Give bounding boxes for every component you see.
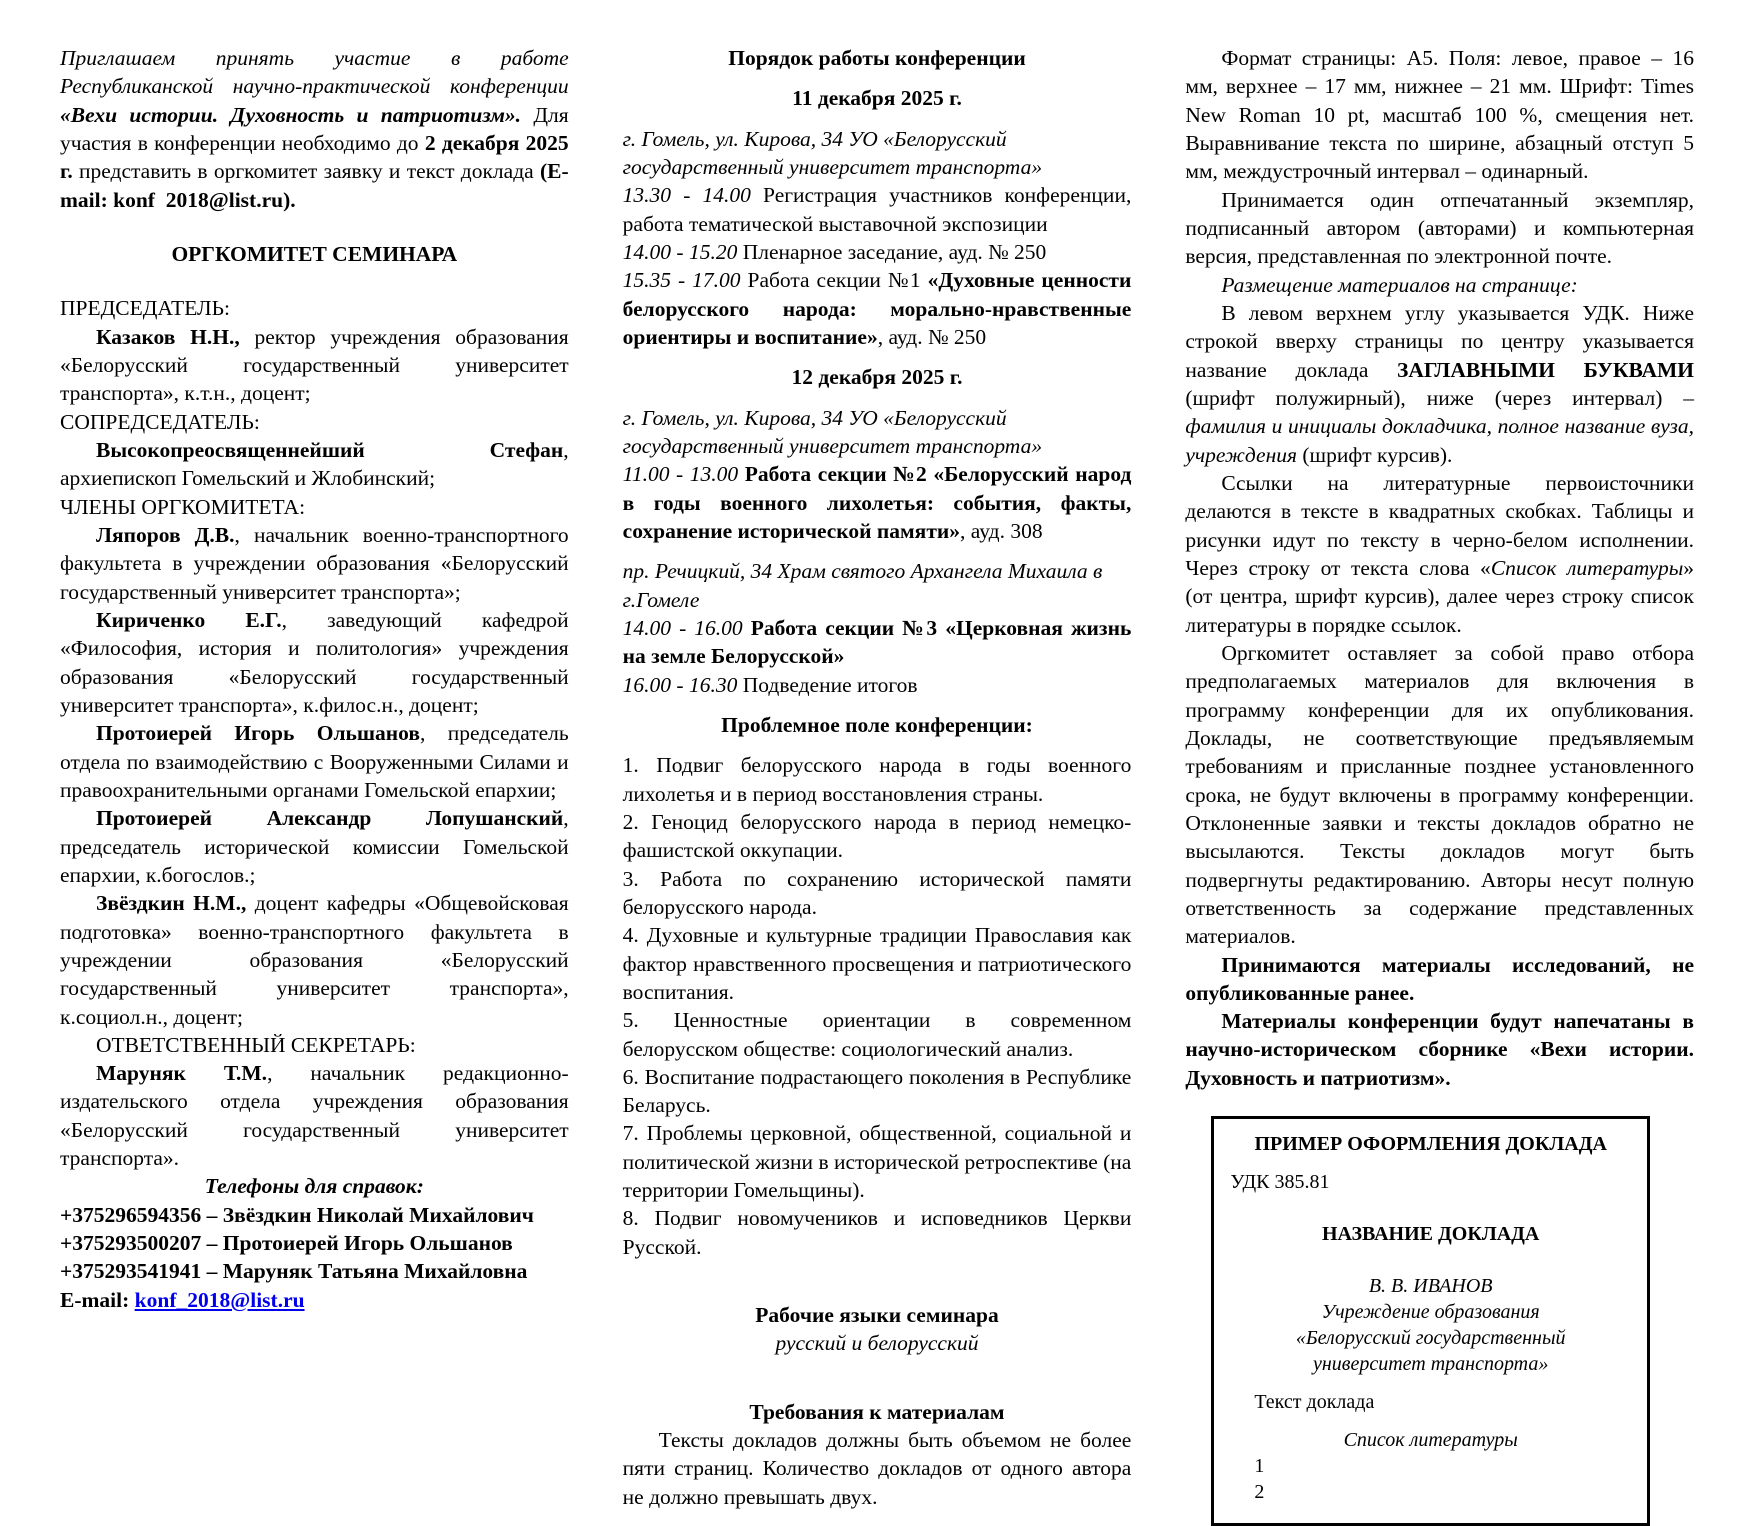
text-run: +375293500207 – Протоиерей Игорь Ольшанов <box>60 1231 513 1256</box>
text-run: Приглашаем принять участие в работе Республиканской научно-практической конференции <box>60 46 569 99</box>
paragraph <box>60 521 569 606</box>
paragraph <box>60 44 569 214</box>
text-run: представить в оргкомитет заявку и текст доклада <box>72 159 540 184</box>
text-run: В. В. ИВАНОВ <box>1368 1275 1493 1298</box>
text-run: » (от центра, шрифт курсив), далее через строку список литературы в порядке ссылок. <box>1185 555 1695 637</box>
text-run: , архиепископ Гомельский и Жлобинский; <box>60 437 569 491</box>
text-run: Список литературы <box>1490 555 1684 580</box>
email-link[interactable]: konf_2018@list.ru <box>134 1287 305 1312</box>
paragraph <box>60 323 569 408</box>
paragraph <box>623 614 1132 671</box>
text-run: 3. Работа по сохранению исторической памяти белорусского народа. <box>622 866 1132 919</box>
text-run: Казаков Н.Н., <box>96 324 240 349</box>
text-run: 4. Духовные и культурные традиции Православия как фактор нравственного просвещения и патриотического воспитания. <box>622 923 1132 1004</box>
text-run: Ляпоров Д.В. <box>96 522 235 547</box>
text-run: Пленарное заседание, ауд. № 250 <box>742 239 1047 264</box>
text-run: фамилия и инициалы докладчика, полное название вуза, учреждения <box>1185 414 1695 467</box>
paragraph <box>1230 1299 1631 1325</box>
text-run: доцент кафедры «Общевойсковая подготовка» военно-транспортного факультета в учреждении образования «Белорусский государственный университет транспорта», к.социол.н., доцент; <box>60 891 569 1029</box>
text-run: ОРГКОМИТЕТ СЕМИНАРА <box>171 241 458 266</box>
text-run: Порядок работы конференции <box>728 46 1026 70</box>
text-run: , начальник редакционно-издательского отдела учреждения образования «Белорусский государственный университет транспорта». <box>60 1061 569 1171</box>
text-run: Текст доклада <box>1254 1391 1375 1414</box>
text-run: Звёздкин Н.М., <box>96 891 247 916</box>
text-run: Размещение материалов на странице: <box>1221 272 1578 297</box>
text-run: Протоиерей Игорь Ольшанов <box>96 721 421 746</box>
paragraph <box>60 436 569 493</box>
text-run: 14.00 - 15.20 <box>622 239 743 264</box>
topic-item <box>623 1204 1132 1261</box>
text-run: +375296594356 – Звёздкин Николай Михайлович <box>60 1202 534 1227</box>
text-run: 11 декабря 2025 г. <box>792 86 962 111</box>
column-requirements <box>1185 44 1695 1504</box>
text-run: пр. Речицкий, 34 Храм святого Архангела Михаила в г.Гомеле <box>622 559 1103 612</box>
text-run: 1. Подвиг белорусского народа в годы военного лихолетья и в период восстановления страны. <box>622 753 1132 806</box>
text-run: Принимается один отпечатанный экземпляр, подписанный автором (авторами) и компьютерная версия, представленная по электронной почте. <box>1185 187 1695 269</box>
section-heading <box>623 1398 1132 1426</box>
text-run: Принимаются материалы исследований, не опубликованные ранее. <box>1185 952 1695 1005</box>
date-heading <box>623 84 1132 112</box>
text-run: «Духовные ценности белорусского народа: морально-нравственные ориентиры и воспитание» <box>622 268 1132 349</box>
paragraph <box>1230 1479 1631 1505</box>
paragraph <box>1185 639 1694 951</box>
paragraph <box>60 408 569 436</box>
email-line <box>60 1286 569 1314</box>
report-title <box>1230 1221 1631 1247</box>
text-run: 14.00 - 16.00 <box>622 615 751 640</box>
example-box <box>1211 1116 1650 1526</box>
text-run: русский и белорусский <box>775 1331 979 1356</box>
text-run: Требования к материалам <box>749 1399 1005 1424</box>
example-title <box>1230 1131 1631 1157</box>
text-run: Протоиерей Александр Лопушанский <box>96 806 564 831</box>
topic-item <box>623 751 1132 808</box>
text-run: «Белорусский государственный <box>1295 1327 1566 1350</box>
text-run: , начальник военно-транспортного факультета в учреждении образования «Белорусский государственный университет транспорта»; <box>60 522 569 604</box>
text-run: ПРИМЕР ОФОРМЛЕНИЯ ДОКЛАДА <box>1254 1133 1607 1156</box>
text-run: Высокопреосвященнейший Стефан <box>96 437 564 462</box>
section-heading <box>623 44 1132 72</box>
text-run: Подведение итогов <box>742 672 918 697</box>
paragraph <box>60 889 569 1031</box>
paragraph <box>1230 1453 1631 1479</box>
paragraph <box>60 1031 569 1059</box>
venue <box>623 125 1132 182</box>
phone-line <box>60 1201 569 1229</box>
text-run: E-mail: <box>60 1287 135 1312</box>
text-run: СОПРЕДСЕДАТЕЛЬ: <box>60 409 260 434</box>
phones-heading <box>60 1172 569 1200</box>
paragraph <box>1185 951 1694 1008</box>
paragraph <box>1185 186 1694 271</box>
requirements-text <box>1185 44 1694 1092</box>
section-heading <box>60 240 569 268</box>
section-heading <box>623 711 1132 739</box>
phone-line <box>60 1257 569 1285</box>
text-run: Проблемное поле конференции: <box>721 712 1033 737</box>
text-run: , председатель отдела по взаимодействию с Вооруженными Силами и правоохранительными органами Гомельской епархии; <box>60 721 569 802</box>
text-run: 2 декабря 2025 г. <box>60 130 569 184</box>
text-run: «Вехи истории. Духовность и патриотизм». <box>60 102 522 127</box>
text-run: Телефоны для справок: <box>204 1174 424 1199</box>
text-run: , заведующий кафедрой «Философия, история и политология» учреждения образования «Белорусский государственный университет транспорта», к.филос.н., доцент; <box>60 607 569 717</box>
paragraph <box>623 460 1132 545</box>
text-run: , ауд. 308 <box>960 518 1043 543</box>
paragraph <box>60 719 569 804</box>
text-run: Работа секции №2 «Белорусский народ в годы военного лихолетья: события, факты, сохранение исторической памяти» <box>622 462 1132 543</box>
topic-item <box>623 865 1132 922</box>
text-run: г. Гомель, ул. Кирова, 34 УО «Белорусский государственный университет транспорта» <box>622 126 1043 179</box>
paragraph <box>1185 44 1694 186</box>
text-run: Рабочие языки семинара <box>755 1303 999 1328</box>
udc <box>1230 1169 1631 1195</box>
paragraph <box>623 1426 1132 1511</box>
text-run: Регистрация участников конференции, работа тематической выставочной экспозиции <box>622 183 1132 236</box>
text-run: 2 <box>1254 1481 1265 1504</box>
text-run: 13.30 - 14.00 <box>622 183 764 208</box>
text-run: 5. Ценностные ориентации в современном белорусском обществе: социологический анализ. <box>622 1008 1132 1061</box>
text-run: (E-mail: konf 2018@list.ru). <box>60 159 569 212</box>
paragraph <box>60 493 569 521</box>
text-run: Маруняк Т.М. <box>96 1061 268 1086</box>
paragraph <box>1230 1351 1631 1377</box>
topic-item <box>623 1006 1132 1063</box>
paragraph <box>60 804 569 889</box>
text-run: 2. Геноцид белорусского народа в период немецко-фашистской оккупации. <box>622 809 1132 863</box>
column-program <box>622 44 1132 1509</box>
text-run: ОТВЕТСТВЕННЫЙ СЕКРЕТАРЬ: <box>96 1032 416 1057</box>
date-heading <box>623 363 1132 391</box>
text-run: 15.35 - 17.00 <box>622 268 748 293</box>
paragraph <box>623 266 1132 351</box>
column-invitation <box>60 44 569 1312</box>
text-run: 6. Воспитание подрастающего поколения в Республике Беларусь. <box>622 1064 1132 1118</box>
paragraph <box>1185 271 1694 299</box>
author <box>1230 1273 1631 1299</box>
text-run: ректор учреждения образования «Белорусский государственный университет транспорта», к.т.н., доцент; <box>60 324 569 406</box>
venue <box>623 557 1132 614</box>
text-run: Материалы конференции будут напечатаны в научно-историческом сборнике «Вехи истории. Духовность и патриотизм». <box>1185 1009 1695 1090</box>
text-run: , ауд. № 250 <box>877 324 987 349</box>
text-run: (шрифт полужирный), ниже (через интервал) – <box>1185 385 1695 410</box>
paragraph <box>623 1329 1132 1357</box>
topic-item <box>623 921 1132 1006</box>
topic-item <box>623 1063 1132 1120</box>
text-run: г. Гомель, ул. Кирова, 34 УО «Белорусский государственный университет транспорта» <box>622 405 1043 458</box>
text-run: Учреждение образования <box>1321 1301 1540 1324</box>
text-run: 7. Проблемы церковной, общественной, социальной и политической жизни в исторической ретроспективе (на территории Гомельщины). <box>622 1121 1132 1203</box>
text-run: Для участия в конференции необходимо до <box>60 102 569 155</box>
text-run: Список литературы <box>1343 1429 1518 1452</box>
venue <box>623 404 1132 461</box>
text-run: 16.00 - 16.30 <box>622 672 743 697</box>
text-run: , председатель исторической комиссии Гомельской епархии, к.богослов.; <box>60 806 569 887</box>
text-run: Кириченко Е.Г. <box>96 607 282 632</box>
paragraph <box>60 1059 569 1172</box>
paragraph <box>1230 1427 1631 1453</box>
text-run: 11.00 - 13.00 <box>622 462 745 487</box>
text-run: В левом верхнем углу указывается УДК. Ниже строкой вверху страницы по центру указывается название доклада <box>1185 300 1695 382</box>
text-run: университет транспорта» <box>1312 1353 1549 1376</box>
text-run: 1 <box>1254 1455 1265 1478</box>
text-run: ПРЕДСЕДАТЕЛЬ: <box>60 296 230 321</box>
text-run: 12 декабря 2025 г. <box>791 365 963 390</box>
topic-item <box>623 1119 1132 1204</box>
paragraph <box>1185 469 1694 639</box>
text-run: Формат страницы: А5. Поля: левое, правое – 16 мм, верхнее – 17 мм, нижнее – 21 мм. Шрифт: Times New Roman 10 pt, масштаб 100 %, смещения нет. Выравнивание текста по ширине, абзацный отступ 5 мм, междустрочный интервал – одинарный. <box>1185 46 1695 184</box>
paragraph <box>623 238 1132 266</box>
text-run: Тексты докладов должны быть объемом не более пяти страниц. Количество докладов от одного автора не должно превышать двух. <box>622 1428 1132 1509</box>
paragraph <box>60 294 569 322</box>
text-run: Ссылки на литературные первоисточники делаются в тексте в квадратных скобках. Таблицы и рисунки идут по тексту в черно-белом исполнении. Через строку от текста слова « <box>1185 470 1695 580</box>
text-run: НАЗВАНИЕ ДОКЛАДА <box>1321 1223 1540 1246</box>
paragraph <box>1185 299 1694 469</box>
paragraph <box>1230 1325 1631 1351</box>
section-heading <box>623 1301 1132 1329</box>
text-run: Работа секции №3 «Церковная жизнь на земле Белорусской» <box>622 615 1132 669</box>
paragraph <box>1230 1389 1631 1415</box>
text-run: Оргкомитет оставляет за собой право отбора предполагаемых материалов для включения в программу конференции для их опубликования. Доклады, не соответствующие предъявляемым требованиям и присланные позднее установленного срока, не будут включены в программу конференции. Отклоненные заявки и тексты докладов обратно не высылаются. Тексты докладов могут быть подвергнуты редактированию. Авторы несут полную ответственность за содержание представленных материалов. <box>1185 640 1695 949</box>
paragraph <box>1185 1007 1694 1092</box>
paragraph <box>60 606 569 719</box>
text-run: ЧЛЕНЫ ОРГКОМИТЕТА: <box>60 494 306 519</box>
paragraph <box>623 671 1132 699</box>
text-run: Работа секции №1 <box>747 268 928 293</box>
text-run: УДК 385.81 <box>1230 1171 1330 1194</box>
topic-item <box>623 808 1132 865</box>
paragraph <box>623 181 1132 238</box>
text-run: (шрифт курсив). <box>1297 442 1453 467</box>
text-run: ЗАГЛАВНЫМИ БУКВАМИ <box>1396 357 1695 382</box>
phone-line <box>60 1229 569 1257</box>
text-run: +375293541941 – Маруняк Татьяна Михайловна <box>60 1259 528 1284</box>
text-run: 8. Подвиг новомучеников и исповедников Церкви Русской. <box>622 1206 1132 1259</box>
